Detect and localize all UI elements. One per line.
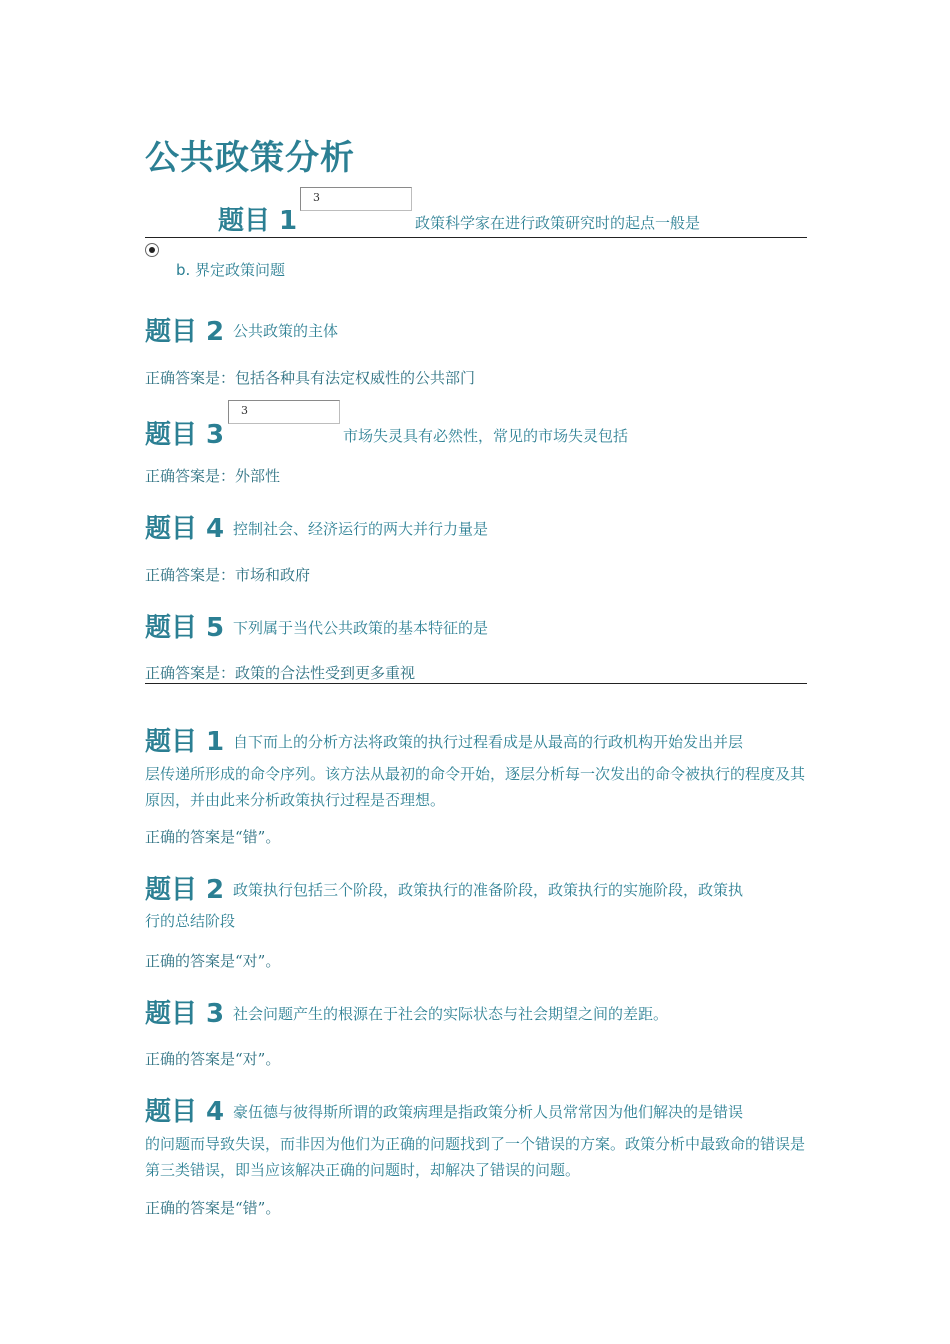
tf-question-line-2: 政策执行包括三个阶段，政策执行的准备阶段，政策执行的实施阶段，政策执	[233, 881, 744, 899]
tf-answer-1: 正确的答案是“错”。	[145, 828, 281, 846]
tf-question-heading-1: 题目 1	[145, 727, 225, 757]
tf-answer-4: 正确的答案是“错”。	[145, 1199, 281, 1217]
tf-question-rest-2: 行的总结阶段	[145, 912, 236, 930]
question-text-2: 公共政策的主体	[233, 322, 339, 340]
question-text-1: 政策科学家在进行政策研究时的起点一般是	[415, 214, 701, 232]
tf-question-line-4: 豪伍德与彼得斯所谓的政策病理是指政策分析人员常常因为他们解决的是错误	[233, 1103, 744, 1121]
tf-question-heading-2: 题目 2	[145, 875, 225, 905]
tf-question-rest-4: 的问题而导致失误，而非因为他们为正确的问题找到了一个错误的方案。政策分析中最致命的错误是第三类错误，即当应该解决正确的问题时，却解决了错误的问题。	[145, 1135, 806, 1179]
tf-answer-2: 正确的答案是“对”。	[145, 952, 281, 970]
question-text-5: 下列属于当代公共政策的基本特征的是	[233, 619, 489, 637]
radio-selected-icon[interactable]	[145, 243, 159, 257]
question-heading-4: 题目 4	[145, 514, 225, 544]
answer-text-3: 正确答案是：外部性	[145, 467, 281, 485]
question-heading-2: 题目 2	[145, 317, 225, 347]
answer-text-5: 正确答案是：政策的合法性受到更多重视	[145, 664, 416, 682]
divider	[145, 237, 807, 238]
question-heading-5: 题目 5	[145, 613, 225, 643]
tf-answer-3: 正确的答案是“对”。	[145, 1050, 281, 1068]
score-box-3[interactable]: 3	[228, 400, 340, 424]
selected-option: b. 界定政策问题	[176, 261, 286, 279]
divider	[145, 683, 807, 684]
question-text-4: 控制社会、经济运行的两大并行力量是	[233, 520, 489, 538]
tf-question-heading-4: 题目 4	[145, 1097, 225, 1127]
tf-question-line-1: 自下而上的分析方法将政策的执行过程看成是从最高的行政机构开始发出并层	[233, 733, 744, 751]
question-heading-3: 题目 3	[145, 420, 225, 450]
answer-text-4: 正确答案是：市场和政府	[145, 566, 311, 584]
page-title: 公共政策分析	[145, 138, 355, 178]
tf-question-line-3: 社会问题产生的根源在于社会的实际状态与社会期望之间的差距。	[233, 1005, 669, 1023]
score-box-1[interactable]: 3	[300, 187, 412, 211]
question-text-3: 市场失灵具有必然性，常见的市场失灵包括	[343, 427, 629, 445]
answer-text-2: 正确答案是：包括各种具有法定权威性的公共部门	[145, 369, 476, 387]
tf-question-heading-3: 题目 3	[145, 999, 225, 1029]
tf-question-rest-1: 层传递所形成的命令序列。该方法从最初的命令开始，逐层分析每一次发出的命令被执行的程度及其原因，并由此来分析政策执行过程是否理想。	[145, 765, 806, 809]
question-heading-1: 题目 1	[218, 206, 298, 236]
